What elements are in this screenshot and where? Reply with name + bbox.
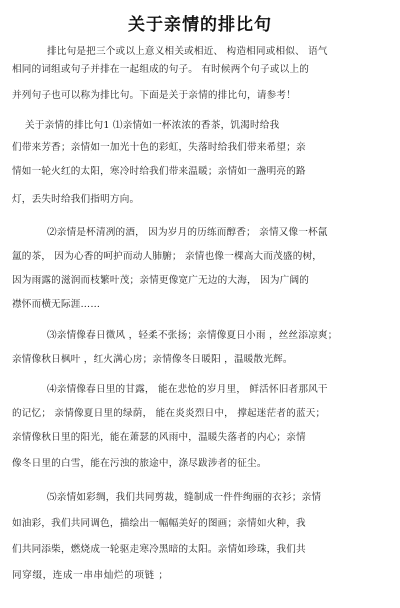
paragraph-line: 关于亲情的排比句1 ⑴亲情如一杯浓浓的香茶，饥渴时给我	[25, 120, 280, 131]
paragraph-line: 排比句是把三个或以上意义相关或相近、 构造相同或相似、 语气	[47, 46, 328, 57]
paragraph-line: ⑷亲情像春日里的甘露， 能在悲怆的岁月里， 鲜活怀旧者那风干	[47, 384, 328, 395]
paragraph-line: 如油彩，我们共同调色，描绘出一幅幅美好的图画；亲情如火种，我	[12, 518, 306, 529]
paragraph-line: 并列句子也可以称为排比句。下面是关于亲情的排比句，请参考！	[12, 90, 297, 101]
paragraph-line: 因为雨露的滋润而枝繁叶茂；亲情更像宽广无边的大海， 因为广阔的	[12, 275, 310, 286]
document-title: 关于亲情的排比句	[128, 15, 272, 35]
paragraph-line: ⑸亲情如彩绸，我们共同剪裁，缝制成一件件绚丽的衣衫；亲情	[47, 492, 322, 503]
paragraph-line: 像冬日里的白雪，能在污浊的旅途中，涤尽跋涉者的征尘。	[12, 458, 267, 469]
paragraph-line: 亲情像秋日枫叶 ，红火满心房；亲情像冬日暖阳 ，温暖散光辉。	[12, 354, 293, 365]
paragraph-line: 氲的茶， 因为心香的呵护而动人肺腑； 亲情也像一棵高大而茂盛的树，	[12, 251, 323, 262]
paragraph-line: 们共同添柴，燃烧成一轮驱走寒冷黑暗的太阳。亲情如珍珠，我们共	[12, 544, 306, 555]
paragraph-line: 同穿缀，连成一串串灿烂的项链 ；	[12, 570, 169, 581]
paragraph-line: 灯，丢失时给我们指明方向。	[12, 194, 140, 205]
paragraph-line: 情如一轮火红的太阳，寒冷时给我们带来温暖；亲情如一盏明亮的路	[12, 166, 306, 177]
paragraph-line: 襟怀而横无际涯……	[12, 299, 101, 310]
paragraph-line: 的记忆； 亲情像夏日里的绿荫， 能在炎炎烈日中， 撑起迷茫者的蓝天；	[12, 408, 326, 419]
paragraph-line: ⑵亲情是杯清冽的酒， 因为岁月的历练而醇香； 亲情又像一杯氤	[47, 227, 328, 238]
paragraph-line: ⑶亲情像春日微风 ，轻柔不张扬；亲情像夏日小雨 ，丝丝添凉爽；	[47, 330, 338, 341]
paragraph-line: 们带来芳香；亲情如一加光十色的彩虹，失落时给我们带来希望；亲	[12, 142, 306, 153]
paragraph-line: 相同的词组或句子并排在一起组成的句子。 有时候两个句子或以上的	[12, 64, 310, 75]
paragraph-line: 亲情像秋日里的阳光，能在萧瑟的风雨中，温暖失落者的内心；亲情	[12, 432, 306, 443]
